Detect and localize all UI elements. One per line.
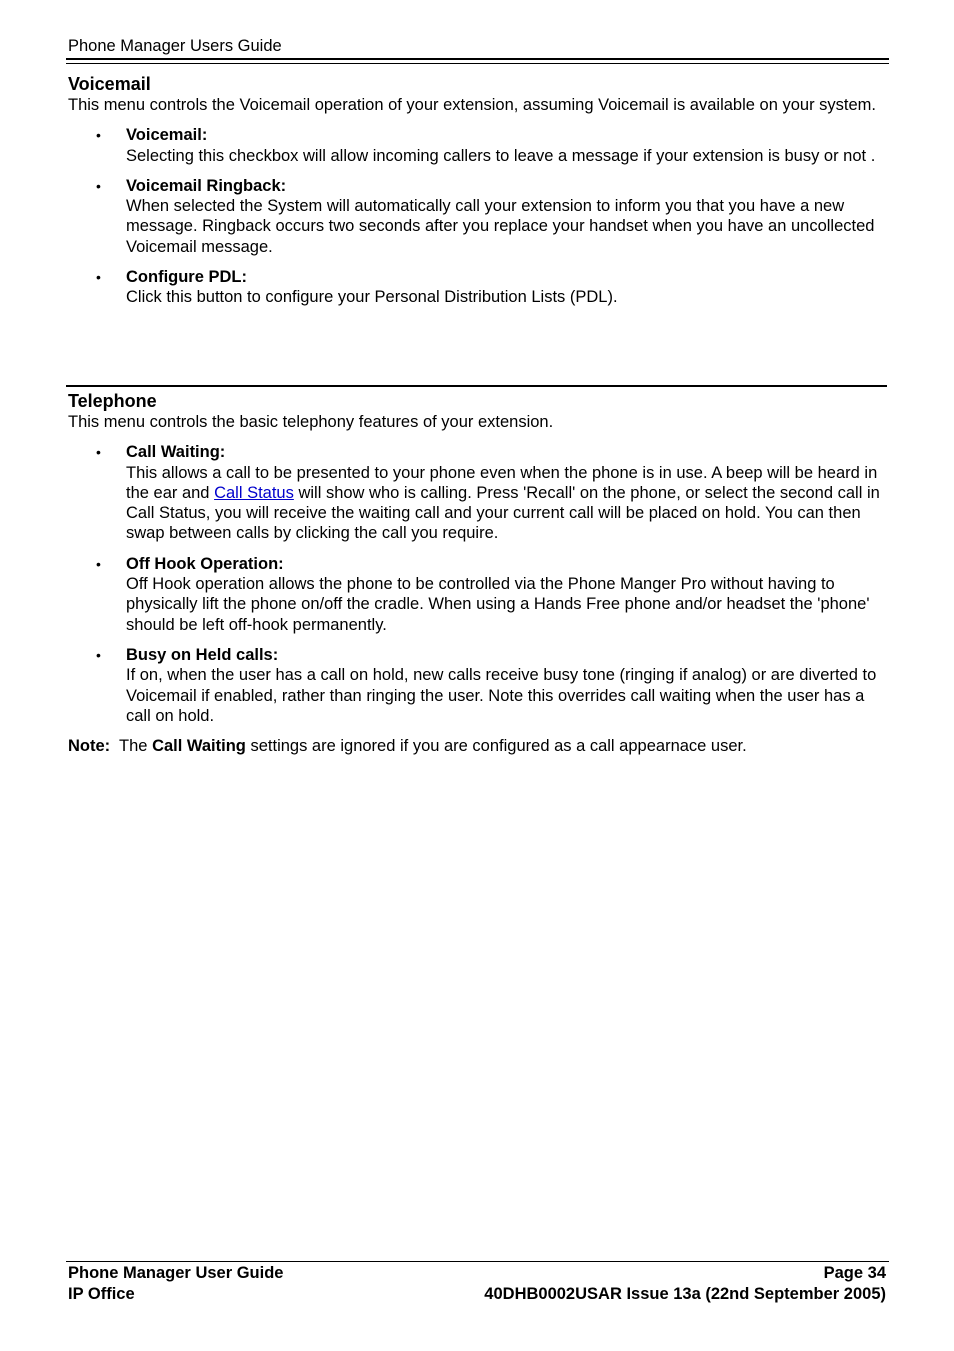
item-body: Off Hook operation allows the phone to be controlled via the Phone Manger Pro without having to physically lift the phone on/off the cradle. When using a Hands Free phone and/or headset the 'phone' should be left off-hook permanently. <box>126 575 870 634</box>
item-title: Voicemail: <box>126 126 208 145</box>
item-title: Configure PDL: <box>126 268 247 287</box>
footer-product: IP Office <box>68 1285 135 1303</box>
list-item <box>68 176 888 257</box>
footer-row-1 <box>68 1263 886 1284</box>
note-text: settings are ignored if you are configured as a call appearnace user. <box>245 737 747 756</box>
bullet-icon: • <box>96 646 101 663</box>
list-item <box>68 442 888 543</box>
item-body: If on, when the user has a call on hold, new calls receive busy tone (ringing if analog) or are diverted to Voicemail if enabled, rather than ringing the user. Note this overrides call waiting when the user has a call on hold. <box>126 666 877 725</box>
voicemail-section <box>68 73 888 308</box>
note-bold: Call Waiting <box>152 737 246 756</box>
list-item <box>68 125 888 166</box>
voicemail-list <box>68 125 888 307</box>
page-header-title: Phone Manager Users Guide <box>68 37 282 55</box>
bullet-icon: • <box>96 177 101 194</box>
footer-page-number: Page 34 <box>823 1264 886 1282</box>
item-body-text: This allows a call to be presented to your phone even when the phone is in use. A beep will be heard in the ear and <box>126 463 878 502</box>
bullet-icon: • <box>96 444 101 461</box>
bullet-icon: • <box>96 269 101 286</box>
item-title: Call Waiting: <box>126 443 226 462</box>
telephone-list <box>68 442 888 726</box>
list-item <box>68 645 888 726</box>
bullet-icon: • <box>96 555 101 572</box>
note-paragraph <box>68 736 888 756</box>
footer-issue: 40DHB0002USAR Issue 13a (22nd September 2005) <box>484 1285 886 1303</box>
footer-guide-title: Phone Manager User Guide <box>68 1264 284 1282</box>
telephone-intro: This menu controls the basic telephony features of your extension. <box>68 413 554 431</box>
footer-row-2 <box>68 1284 886 1305</box>
call-status-link[interactable]: Call Status <box>214 483 294 502</box>
item-title: Off Hook Operation: <box>126 554 284 573</box>
item-body: Selecting this checkbox will allow incoming callers to leave a message if your extension is busy or not . <box>126 146 876 165</box>
telephone-section <box>68 390 888 756</box>
list-item <box>68 267 888 308</box>
footer-rule <box>66 1261 889 1262</box>
item-title: Busy on Held calls: <box>126 645 279 664</box>
section-title-voicemail: Voicemail <box>68 74 151 94</box>
section-divider <box>66 385 887 387</box>
item-body <box>126 463 888 544</box>
item-body: When selected the System will automatically call your extension to inform you that you have a new message. Ringback occurs two seconds after you replace your handset when you have an uncollected Voicemail message. <box>126 197 875 256</box>
note-label: Note: <box>68 737 111 756</box>
header-rule <box>66 58 889 64</box>
voicemail-intro: This menu controls the Voicemail operation of your extension, assuming Voicemail is available on your system. <box>68 96 876 114</box>
bullet-icon: • <box>96 127 101 144</box>
list-item <box>68 554 888 635</box>
item-body: Click this button to configure your Personal Distribution Lists (PDL). <box>126 288 618 307</box>
note-text: The <box>119 737 153 756</box>
section-title-telephone: Telephone <box>68 391 157 411</box>
item-body-text: will show who is calling. Press 'Recall' on the phone, or select the second call in Call Status, you will receive the waiting call and your current call will be placed on hold. You can then swap between calls by clicking the call you require. <box>126 483 880 543</box>
item-title: Voicemail Ringback: <box>126 176 287 195</box>
